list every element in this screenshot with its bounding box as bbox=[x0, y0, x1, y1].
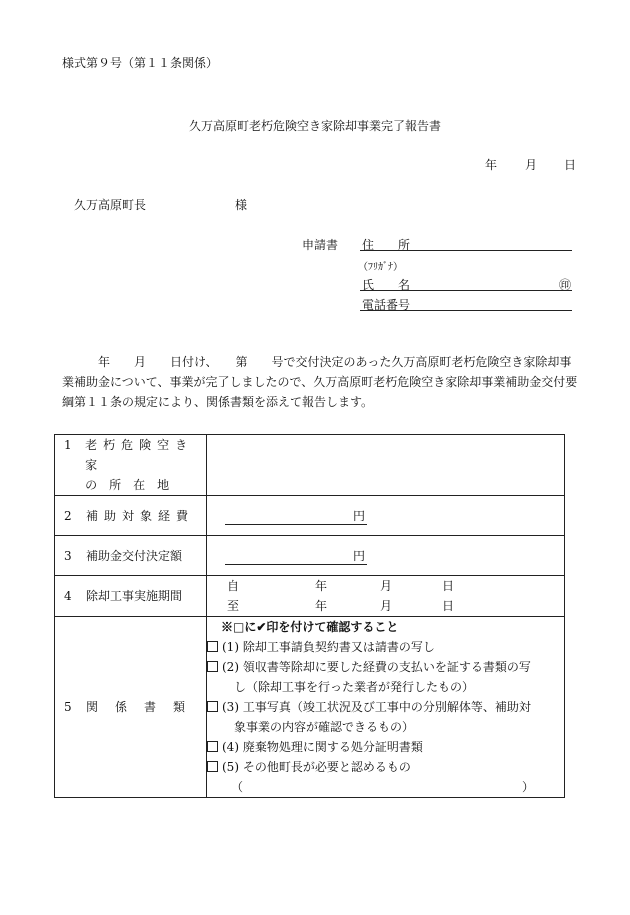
applicant-label: 申請書 bbox=[302, 238, 339, 252]
name-field-line bbox=[360, 290, 572, 291]
report-table bbox=[54, 434, 565, 798]
date-year: 年 bbox=[485, 158, 498, 172]
seal-mark: ㊞ bbox=[559, 278, 572, 292]
phone-field-line bbox=[360, 310, 572, 311]
date-month: 月 bbox=[525, 158, 538, 172]
work-period-label-cell: 4 除却工事実施期間 bbox=[55, 576, 207, 617]
phone-label: 電話番号 bbox=[362, 298, 411, 312]
documents-checklist bbox=[207, 617, 565, 798]
location-value-cell bbox=[207, 435, 565, 496]
eligible-cost-amount: 円 bbox=[225, 507, 367, 525]
address-label: 住 所 bbox=[362, 238, 411, 252]
checklist-item: (3) 工事写真（竣工状況及び工事中の分別解体等、補助対 bbox=[207, 697, 564, 717]
other-documents-field[interactable]: （ ） bbox=[231, 780, 534, 794]
location-label-cell: 1 老朽危険空き家 の 所 在 地 bbox=[55, 435, 207, 496]
grant-amount: 円 bbox=[225, 547, 367, 565]
checklist-note: ※□に✔印を付けて確認すること bbox=[221, 620, 399, 634]
table-row bbox=[55, 496, 565, 536]
checkbox-other[interactable] bbox=[207, 761, 218, 772]
addressee-honorific: 様 bbox=[235, 198, 248, 212]
checkbox-contract[interactable] bbox=[207, 641, 218, 652]
checklist-item: (4) 廃棄物処理に関する処分証明書類 bbox=[207, 737, 564, 757]
checklist-item: (5) その他町長が必要と認めるもの bbox=[207, 757, 564, 777]
documents-label: 関係書類 bbox=[86, 700, 203, 714]
addressee-name: 久万高原町長 bbox=[74, 198, 147, 212]
eligible-cost-label: 補助対象経費 bbox=[86, 508, 195, 523]
table-row bbox=[55, 435, 565, 496]
eligible-cost-value-cell bbox=[207, 496, 565, 536]
grant-amount-label: 補助金交付決定額 bbox=[86, 548, 183, 563]
documents-label-cell: 5 関係書類 bbox=[55, 617, 207, 798]
form-number: 様式第９号（第１１条関係） bbox=[62, 56, 219, 70]
table-row bbox=[55, 576, 565, 617]
period-from: 自 年 月 日 bbox=[227, 579, 455, 593]
date-day: 日 bbox=[564, 158, 577, 172]
furigana-label: （ﾌﾘｶﾞﾅ） bbox=[358, 262, 403, 273]
eligible-cost-label-cell: 2 補助対象経費 bbox=[55, 496, 207, 536]
location-label-line1: 老朽危険空き家 bbox=[85, 438, 194, 472]
grant-amount-label-cell: 3 補助金交付決定額 bbox=[55, 536, 207, 576]
name-label: 氏 名 bbox=[362, 278, 411, 292]
address-field-line bbox=[360, 250, 572, 251]
checkbox-receipts[interactable] bbox=[207, 661, 218, 672]
checkbox-waste-certificate[interactable] bbox=[207, 741, 218, 752]
work-period-value-cell bbox=[207, 576, 565, 617]
table-row bbox=[55, 536, 565, 576]
table-row bbox=[55, 617, 565, 798]
checklist-item-continuation: し（除却工事を行った業者が発行したもの） bbox=[234, 680, 475, 694]
checklist-item-continuation: 象事業の内容が確認できるもの） bbox=[234, 720, 415, 734]
checkbox-photos[interactable] bbox=[207, 701, 218, 712]
work-period-label: 除却工事実施期間 bbox=[86, 589, 183, 603]
period-to: 至 年 月 日 bbox=[227, 599, 455, 613]
document-title: 久万高原町老朽危険空き家除却事業完了報告書 bbox=[188, 119, 441, 133]
checklist-item: (1) 除却工事請負契約書又は請書の写し bbox=[207, 637, 564, 657]
grant-amount-value-cell bbox=[207, 536, 565, 576]
report-body-text: 年 月 日付け、 第 号で交付決定のあった久万高原町老朽危険空き家除却事業補助金について、事業が完了しましたので、久万高原町老朽危険空き家除却事業補助金交付要綱第１１条の規定により、関係書類を添えて報告します。 bbox=[62, 355, 578, 409]
checklist-item: (2) 領収書等除却に要した経費の支払いを証する書類の写 bbox=[207, 657, 564, 677]
location-label-line2: の 所 在 地 bbox=[85, 478, 170, 492]
